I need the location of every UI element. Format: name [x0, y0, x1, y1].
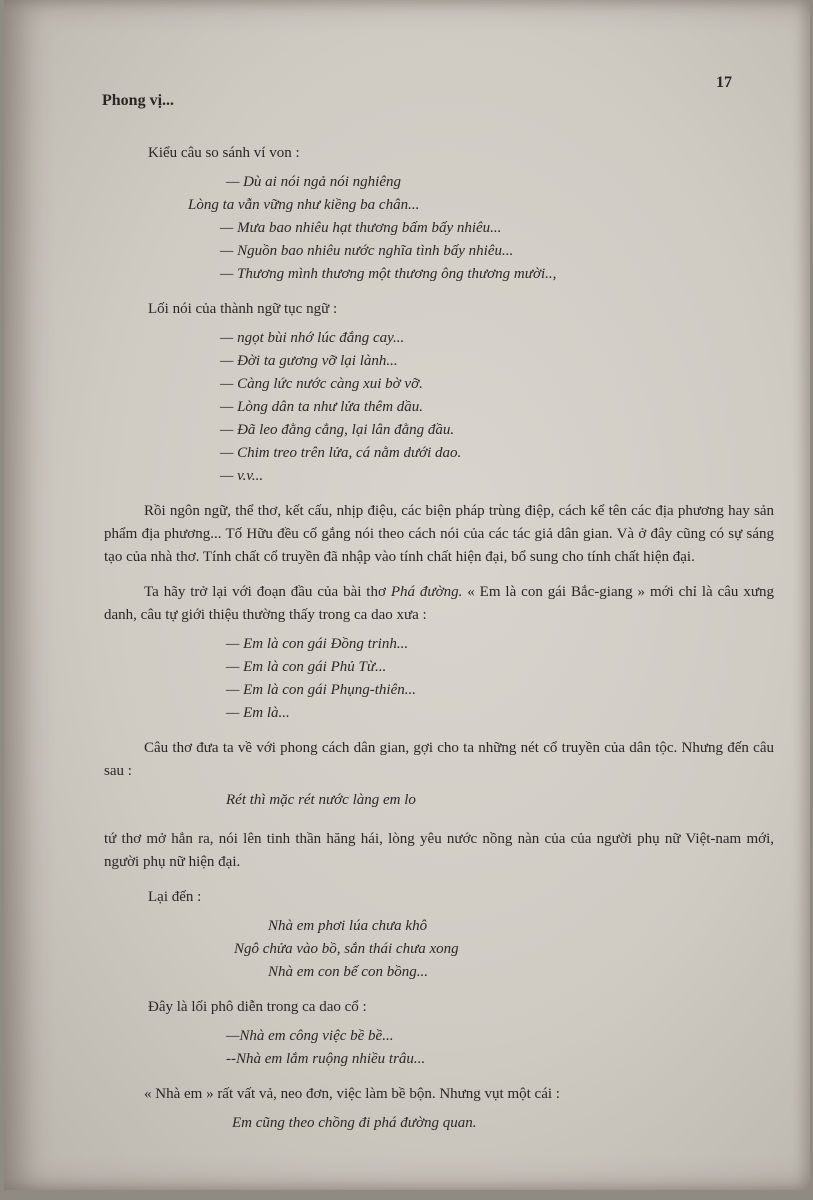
- old-verses: [104, 1025, 774, 1071]
- paragraph-2-start: Ta hãy trở lại với đoạn đầu của bài thơ: [144, 584, 391, 600]
- verse-line: — Lòng dân ta như lửa thêm dầu.: [220, 399, 424, 415]
- paragraph-3: Câu thơ đưa ta về với phong cách dân gian, gợi cho ta những nét cổ truyền của dân tộc. Nhưng đến câu sau :: [104, 740, 774, 779]
- paragraph-2: [104, 581, 774, 627]
- lai-den: Lại đến :: [148, 889, 202, 905]
- verse-line: Em cũng theo chồng đi phá đường quan.: [232, 1115, 477, 1131]
- page-body: [104, 142, 774, 1135]
- paragraph-5: « Nhà em » rất vất vả, neo đơn, việc làm bề bộn. Nhưng vụt một cái :: [144, 1086, 560, 1102]
- intro-simile: Kiểu câu so sánh ví von :: [148, 145, 300, 161]
- idiom-verses: [104, 327, 774, 488]
- paragraph-1: Rồi ngôn ngữ, thể thơ, kết cấu, nhịp điệu, các biện pháp trùng điệp, cách kể tên các địa phương hay sản phẩm địa phương... Tố Hữu đều cố gắng nói theo cách nói của các tác giả dân gian. Và ở đây cũng có sự sáng tạo của nhà thơ. Tính chất cổ truyền đã nhập vào tính chất hiện đại, bổ sung cho tính chất hiện đại.: [104, 503, 774, 565]
- intro-verses: [104, 633, 774, 725]
- verse-line: — ngọt bùi nhớ lúc đắng cay...: [220, 330, 405, 346]
- verse-line: — Chim treo trên lửa, cá nằm dưới dao.: [220, 445, 462, 461]
- verse-line: Nhà em phơi lúa chưa khô: [268, 918, 428, 934]
- simile-verses: [104, 171, 774, 286]
- cold-verse: [104, 789, 774, 812]
- verse-line: — Mưa bao nhiêu hạt thương bấm bấy nhiêu...: [220, 220, 502, 236]
- verse-line: Nhà em con bế con bồng...: [268, 964, 428, 980]
- verse-line: — Nguồn bao nhiêu nước nghĩa tình bấy nhiêu...: [220, 243, 514, 259]
- paragraph-4: tứ thơ mở hẳn ra, nói lên tinh thần hăng hái, lòng yêu nước nồng nàn của của người phụ nữ Việt-nam mới, người phụ nữ hiện đại.: [104, 831, 774, 870]
- verse-line: — Dù ai nói ngả nói nghiêng: [226, 174, 401, 190]
- page-number: 17: [716, 74, 732, 91]
- verse-line: — v.v...: [220, 468, 264, 484]
- verse-line: Rét thì mặc rét nước làng em lo: [226, 792, 416, 808]
- poem-title: Phá đường.: [390, 584, 463, 600]
- verse-line: — Em là con gái Phụng-thiên...: [226, 682, 416, 698]
- verse-line: --Nhà em lắm ruộng nhiều trâu...: [226, 1051, 426, 1067]
- running-title: Phong vị...: [102, 92, 175, 109]
- final-verse: [104, 1112, 774, 1135]
- verse-line: — Em là con gái Đồng trinh...: [226, 636, 409, 652]
- paragraph-2-end: « Em là con gái Bắc-giang » mới chỉ là câu xưng danh, câu tự giới thiệu thường thấy trong ca dao xưa :: [104, 584, 774, 623]
- verse-line: — Càng lức nước càng xui bờ vỡ.: [220, 376, 423, 392]
- home-verses: [104, 915, 774, 984]
- intro-old: Đây là lối phô diễn trong ca dao cổ :: [148, 999, 367, 1015]
- verse-line: — Đã leo đằng cẳng, lại lân đằng đầu.: [220, 422, 455, 438]
- verse-line: — Em là con gái Phủ Từ...: [226, 659, 387, 675]
- verse-line: Ngô chửa vào bồ, sắn thái chưa xong: [234, 941, 459, 957]
- verse-line: —Nhà em công việc bề bề...: [226, 1028, 394, 1044]
- verse-line: Lòng ta vẫn vững như kiềng ba chân...: [188, 197, 420, 213]
- verse-line: — Thương mình thương một thương ông thương mười..,: [220, 266, 557, 282]
- verse-line: — Đời ta gương vỡ lại lành...: [220, 353, 398, 369]
- intro-idiom: Lối nói của thành ngữ tục ngữ :: [148, 301, 338, 317]
- verse-line: — Em là...: [226, 705, 290, 721]
- book-page: [4, 0, 810, 1190]
